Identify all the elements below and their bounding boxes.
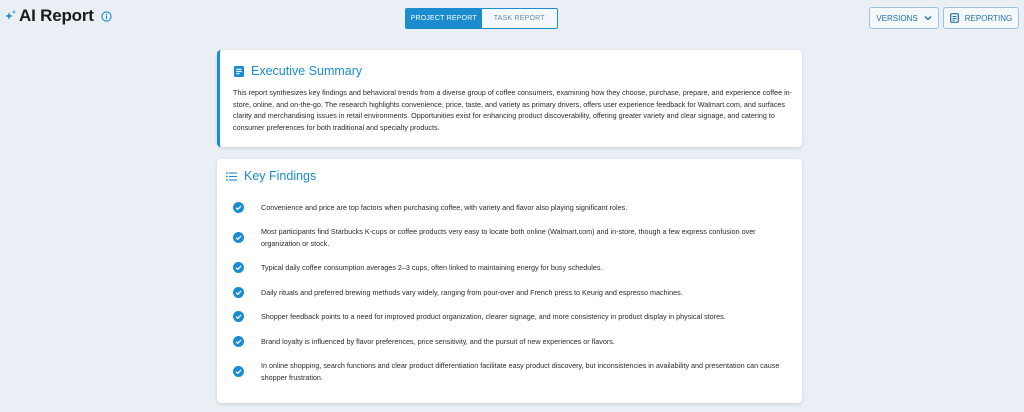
check-circle-icon	[233, 232, 244, 243]
finding-item	[233, 311, 781, 323]
list-icon	[226, 172, 237, 181]
chevron-down-icon	[924, 15, 932, 21]
finding-text: Shopper feedback points to a need for improved product organization, clearer signage, and more consistency in product display in physical stores.	[261, 312, 726, 321]
finding-item	[233, 287, 781, 299]
summary-text: This report synthesizes key findings and behavioral trends from a diverse group of coffee consumers, examining how they choose, purchase, prepare, and experience coffee in-store, online, and on-the-go. The research highlights convenience, price, taste, and variety as primary drivers, offers user experience feedback for Walmart.com, and surfaces clarity and merchandising issues in retail environments. Opportunities exist for enhancing product discoverability, offering greater variety and clear signage, and catering to consumer preferences for both traditional and specialty products.	[233, 88, 793, 132]
header	[0, 0, 1024, 40]
check-circle-icon	[233, 336, 244, 347]
reporting-label: REPORTING	[964, 13, 1013, 23]
brand	[4, 6, 112, 26]
finding-item	[233, 202, 781, 214]
tab-project-report[interactable]: PROJECT REPORT	[406, 9, 482, 28]
finding-item	[233, 360, 781, 383]
check-circle-icon	[233, 287, 244, 298]
versions-button[interactable]	[869, 7, 939, 29]
reporting-button[interactable]	[943, 7, 1019, 29]
finding-text: Convenience and price are top factors when purchasing coffee, with variety and flavor also playing significant roles.	[261, 203, 628, 212]
finding-text: Brand loyalty is influenced by flavor preferences, price sensitivity, and the pursuit of new experiences or flavors.	[261, 337, 615, 346]
sparkle-icon	[4, 9, 16, 23]
document-icon	[234, 66, 244, 77]
finding-text: In online shopping, search functions and clear product differentiation facilitate easy product discovery, but inconsistencies in availability and presentation can cause shopper frustration.	[261, 361, 780, 382]
finding-item	[233, 226, 781, 249]
finding-item	[233, 262, 781, 274]
info-icon[interactable]	[101, 11, 112, 22]
check-circle-icon	[233, 202, 244, 213]
key-findings-card	[217, 159, 802, 403]
executive-summary-card	[217, 50, 802, 147]
app-title: AI Report	[19, 6, 94, 25]
check-circle-icon	[233, 262, 244, 273]
finding-text: Typical daily coffee consumption averages 2–3 cups, often linked to maintaining energy for busy schedules.	[261, 263, 603, 272]
summary-heading	[234, 64, 362, 78]
findings-title: Key Findings	[244, 169, 317, 183]
versions-label: VERSIONS	[876, 13, 918, 23]
report-icon	[950, 13, 959, 23]
tab-task-report[interactable]: TASK REPORT	[482, 9, 558, 28]
finding-text: Most participants find Starbucks K-cups or coffee products very easy to locate both online (Walmart.com) and in-store, though a few express confusion over organization or stock.	[261, 227, 756, 248]
finding-text: Daily rituals and preferred brewing methods vary widely, ranging from pour-over and French press to Keurig and espresso machines.	[261, 288, 683, 297]
report-type-toggle	[405, 8, 558, 29]
summary-title: Executive Summary	[251, 64, 363, 78]
check-circle-icon	[233, 311, 244, 322]
check-circle-icon	[233, 366, 244, 377]
findings-heading	[226, 169, 316, 183]
finding-item	[233, 336, 781, 348]
